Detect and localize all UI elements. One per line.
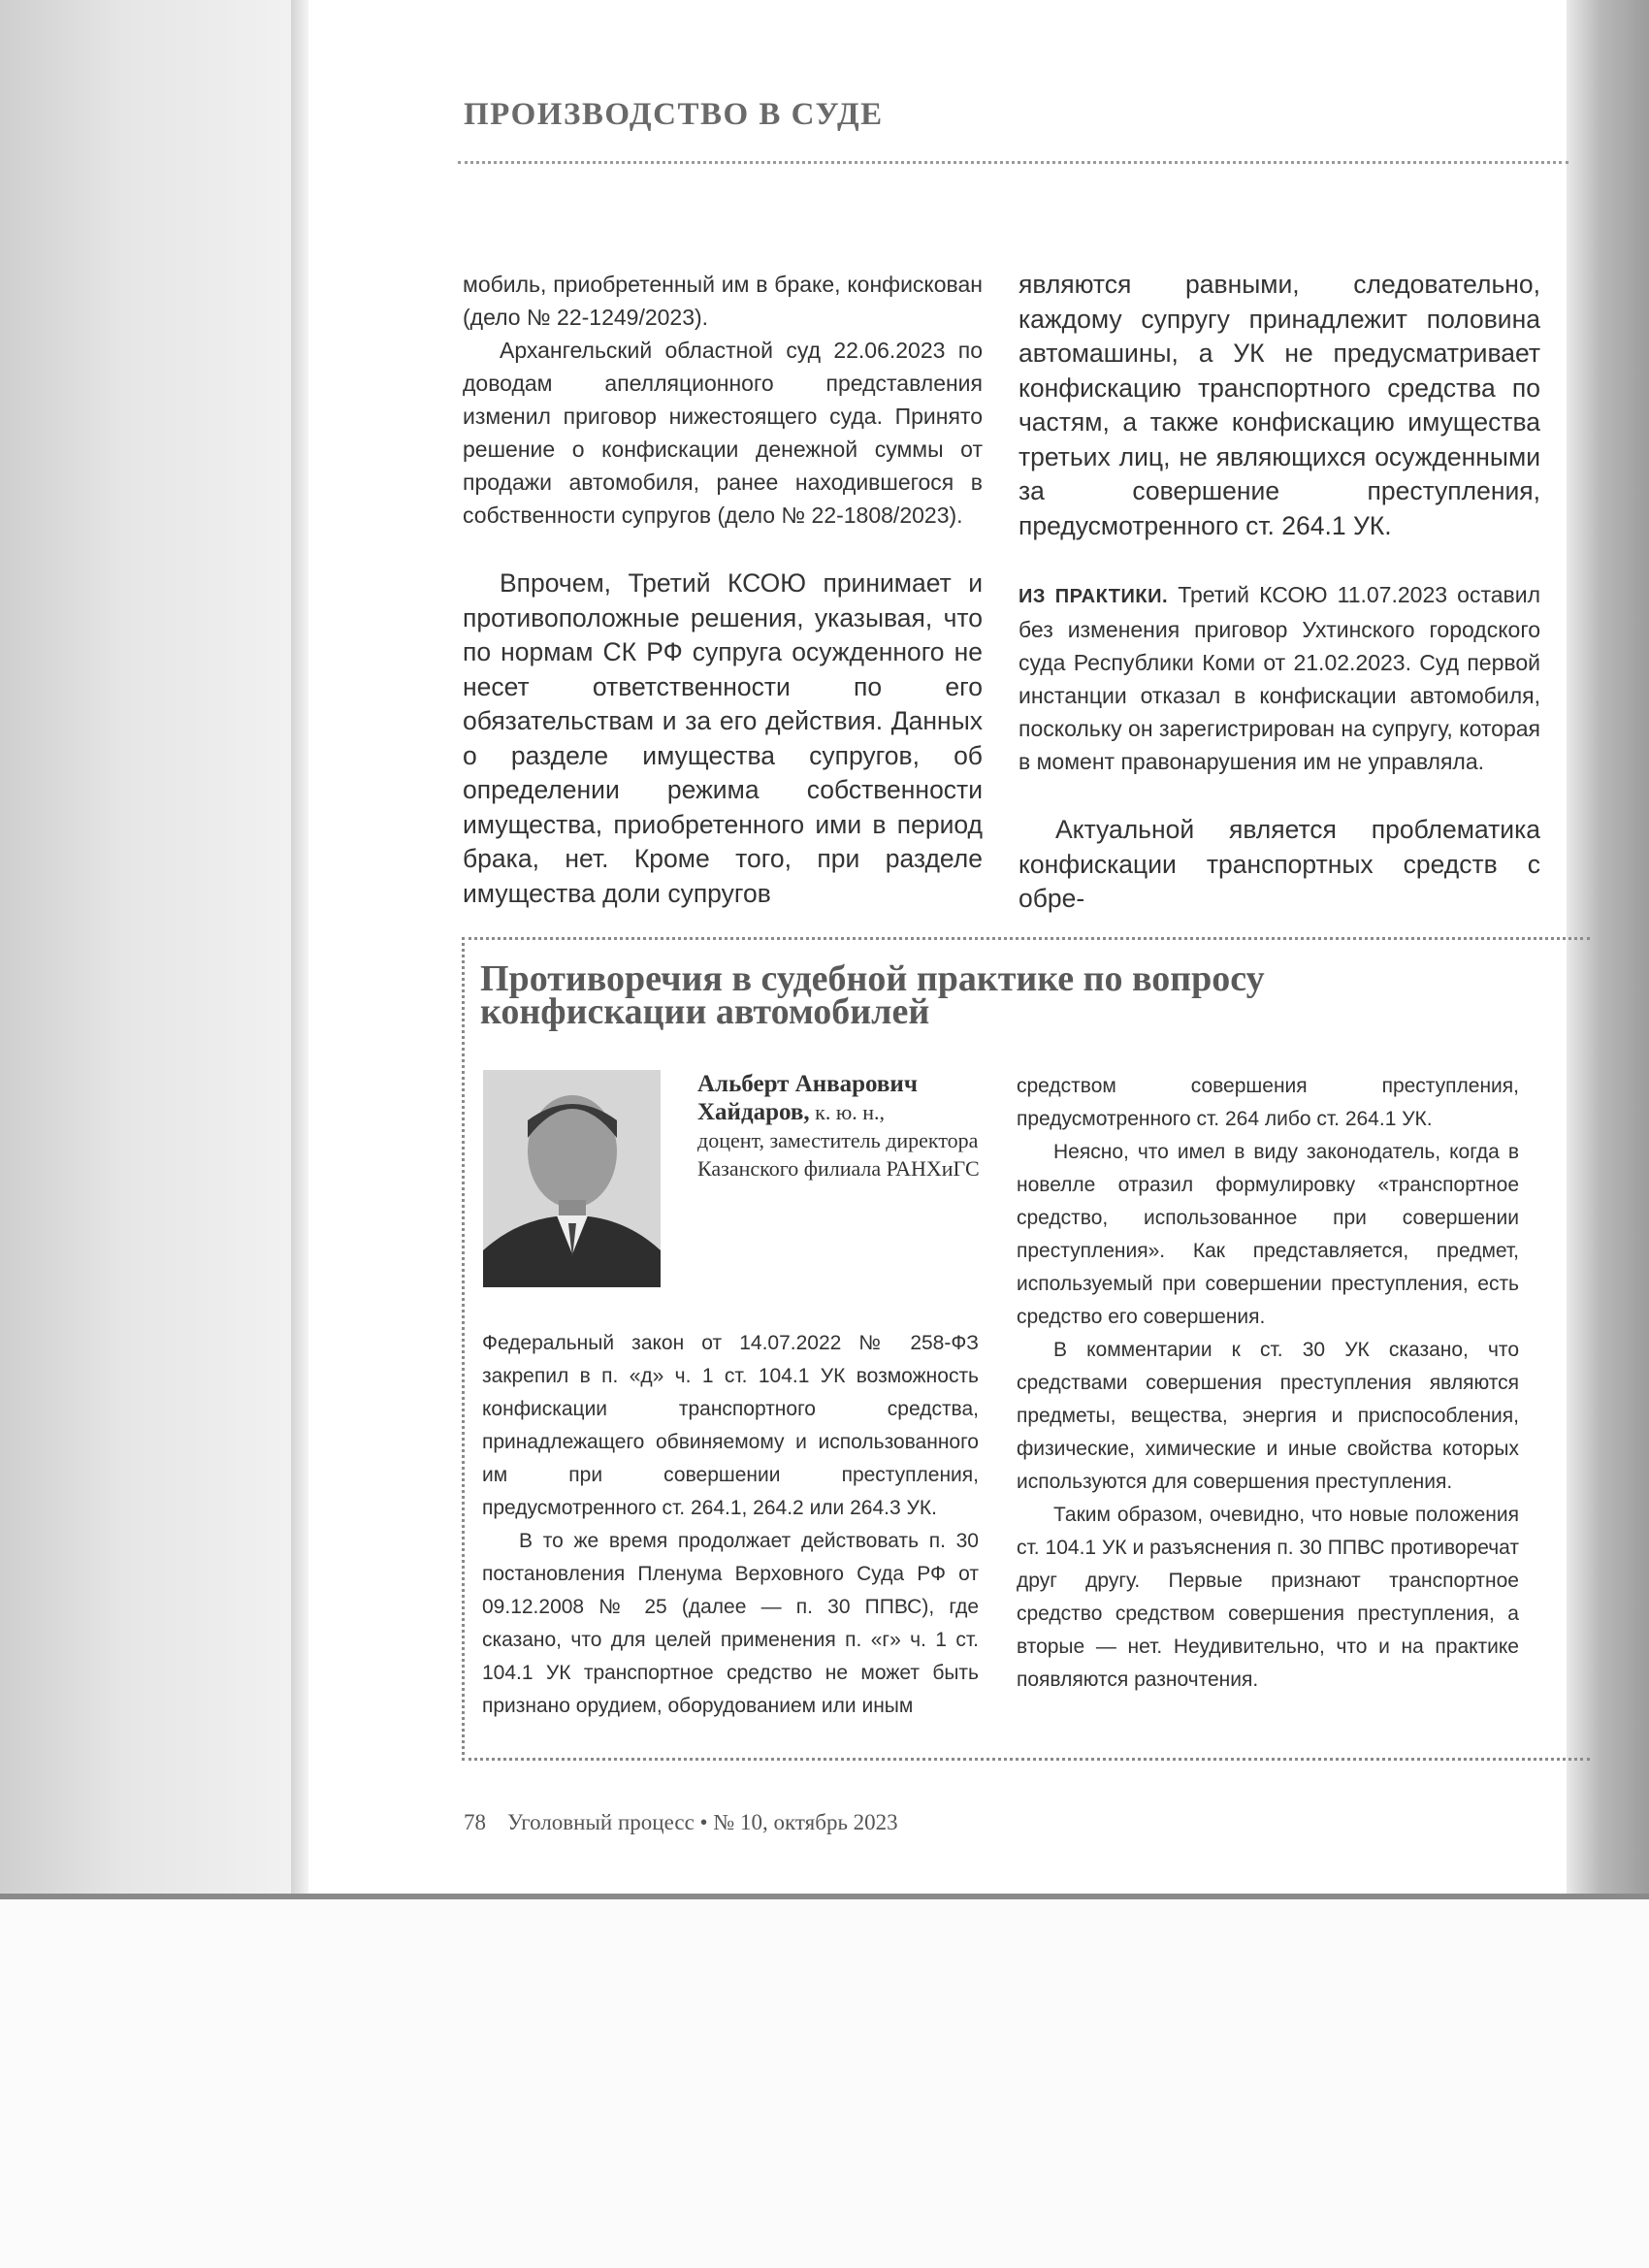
scan-left-edge	[0, 0, 308, 1896]
page-number: 78	[464, 1810, 486, 1834]
author-info	[697, 1070, 988, 1183]
paragraph: Таким образом, очевидно, что новые положения ст. 104.1 УК и разъяснения п. 30 ППВС противоречат друг другу. Первые признают транспортное средство средством совершения преступления, а вторые — нет. Неудивительно, что и на практике появляются разночтения.	[1017, 1504, 1519, 1691]
paragraph: В то же время продолжает действовать п. 30 постановления Пленума Верховного Суда РФ от 09.12.2008 № 25 (далее — п. 30 ППВС), где сказано, что для целей применения п. «г» ч. 1 ст. 104.1 УК транспортное средство не может быть признано орудием, оборудованием или иным	[482, 1530, 979, 1717]
portrait-image	[483, 1070, 661, 1287]
scan-left-strip	[291, 0, 308, 1896]
article-column-right	[1018, 268, 1540, 917]
author-first-name: Альберт Анварович	[697, 1071, 918, 1097]
practice-text: Третий КСОЮ 11.07.2023 оставил без изменения приговор Ухтинского городского суда Республики Коми от 21.02.2023. Суд первой инстанции отказал в конфискации автомобиля, поскольку он зарегистрирован на супругу, которая в момент правонарушения им не управляла.	[1018, 582, 1541, 774]
paragraph: Неясно, что имел в виду законодатель, когда в новелле отразил формулировку «транспортное средство, использованное при совершении преступления». Как представляется, предмет, используемый при совершении преступления, есть средство его совершения.	[1017, 1141, 1519, 1328]
header-divider	[458, 161, 1568, 164]
box-title-line: конфискации автомобилей	[480, 991, 930, 1032]
paragraph: Федеральный закон от 14.07.2022 № 258-ФЗ закрепил в п. «д» ч. 1 ст. 104.1 УК возможность конфискации транспортного средства, принадлежащего обвиняемому и использованного им при совершении преступления, предусмотренного ст. 264.1, 264.2 или 264.3 УК.	[482, 1332, 979, 1519]
box-column-left	[482, 1327, 979, 1723]
author-photo	[483, 1070, 661, 1287]
scan-background	[0, 1899, 1649, 2268]
box-title-line: Противоречия в судебной практике по вопросу	[480, 958, 1265, 999]
paragraph: мобиль, приобретенный им в браке, конфискован (дело № 22-1249/2023).	[463, 272, 983, 330]
article-column-left	[463, 268, 983, 911]
journal-info: Уголовный процесс • № 10, октябрь 2023	[507, 1810, 898, 1834]
paragraph: Архангельский областной суд 22.06.2023 по доводам апелляционного представления изменил приговор нижестоящего суда. Принято решение о конфискации денежной суммы от продажи автомобиля, ранее находившегося в собственности супругов (дело № 22-1808/2023).	[463, 338, 983, 528]
author-degree: к. ю. н.,	[815, 1100, 886, 1124]
paragraph: являются равными, следовательно, каждому супругу принадлежит половина автомашины, а УК не предусматривает конфискацию транспортного средства по частям, а также конфискацию имущества третьих лиц, не являющихся осужденными за совершение преступления, предусмотренного ст. 264.1 УК.	[1018, 270, 1540, 540]
paragraph: В комментарии к ст. 30 УК сказано, что средствами совершения преступления являются предметы, вещества, энергия и приспособления, физические, химические и иные свойства которых используются для совершения преступления.	[1017, 1339, 1519, 1493]
section-title: ПРОИЗВОДСТВО В СУДЕ	[464, 97, 884, 132]
author-last-name: Хайдаров,	[697, 1099, 810, 1125]
author-position: доцент, заместитель директора Казанского филиала РАНХиГС	[697, 1128, 980, 1181]
box-column-right	[1017, 1070, 1519, 1697]
practice-note	[1018, 578, 1540, 778]
paragraph: Впрочем, Третий КСОЮ принимает и противоположные решения, указывая, что по нормам СК РФ супруга осужденного не несет ответственности по его обязательствам и за его действия. Данных о разделе имущества супругов, об определении режима собственности имущества, приобретенного ими в период брака, нет. Кроме того, при разделе имущества доли супругов	[463, 568, 983, 908]
page-footer	[464, 1810, 898, 1835]
paragraph: средством совершения преступления, предусмотренного ст. 264 либо ст. 264.1 УК.	[1017, 1075, 1519, 1130]
box-title	[480, 958, 1265, 1032]
paragraph: Актуальной является проблематика конфискации транспортных средств с обре-	[1018, 815, 1540, 913]
practice-label: ИЗ ПРАКТИКИ.	[1018, 586, 1169, 607]
